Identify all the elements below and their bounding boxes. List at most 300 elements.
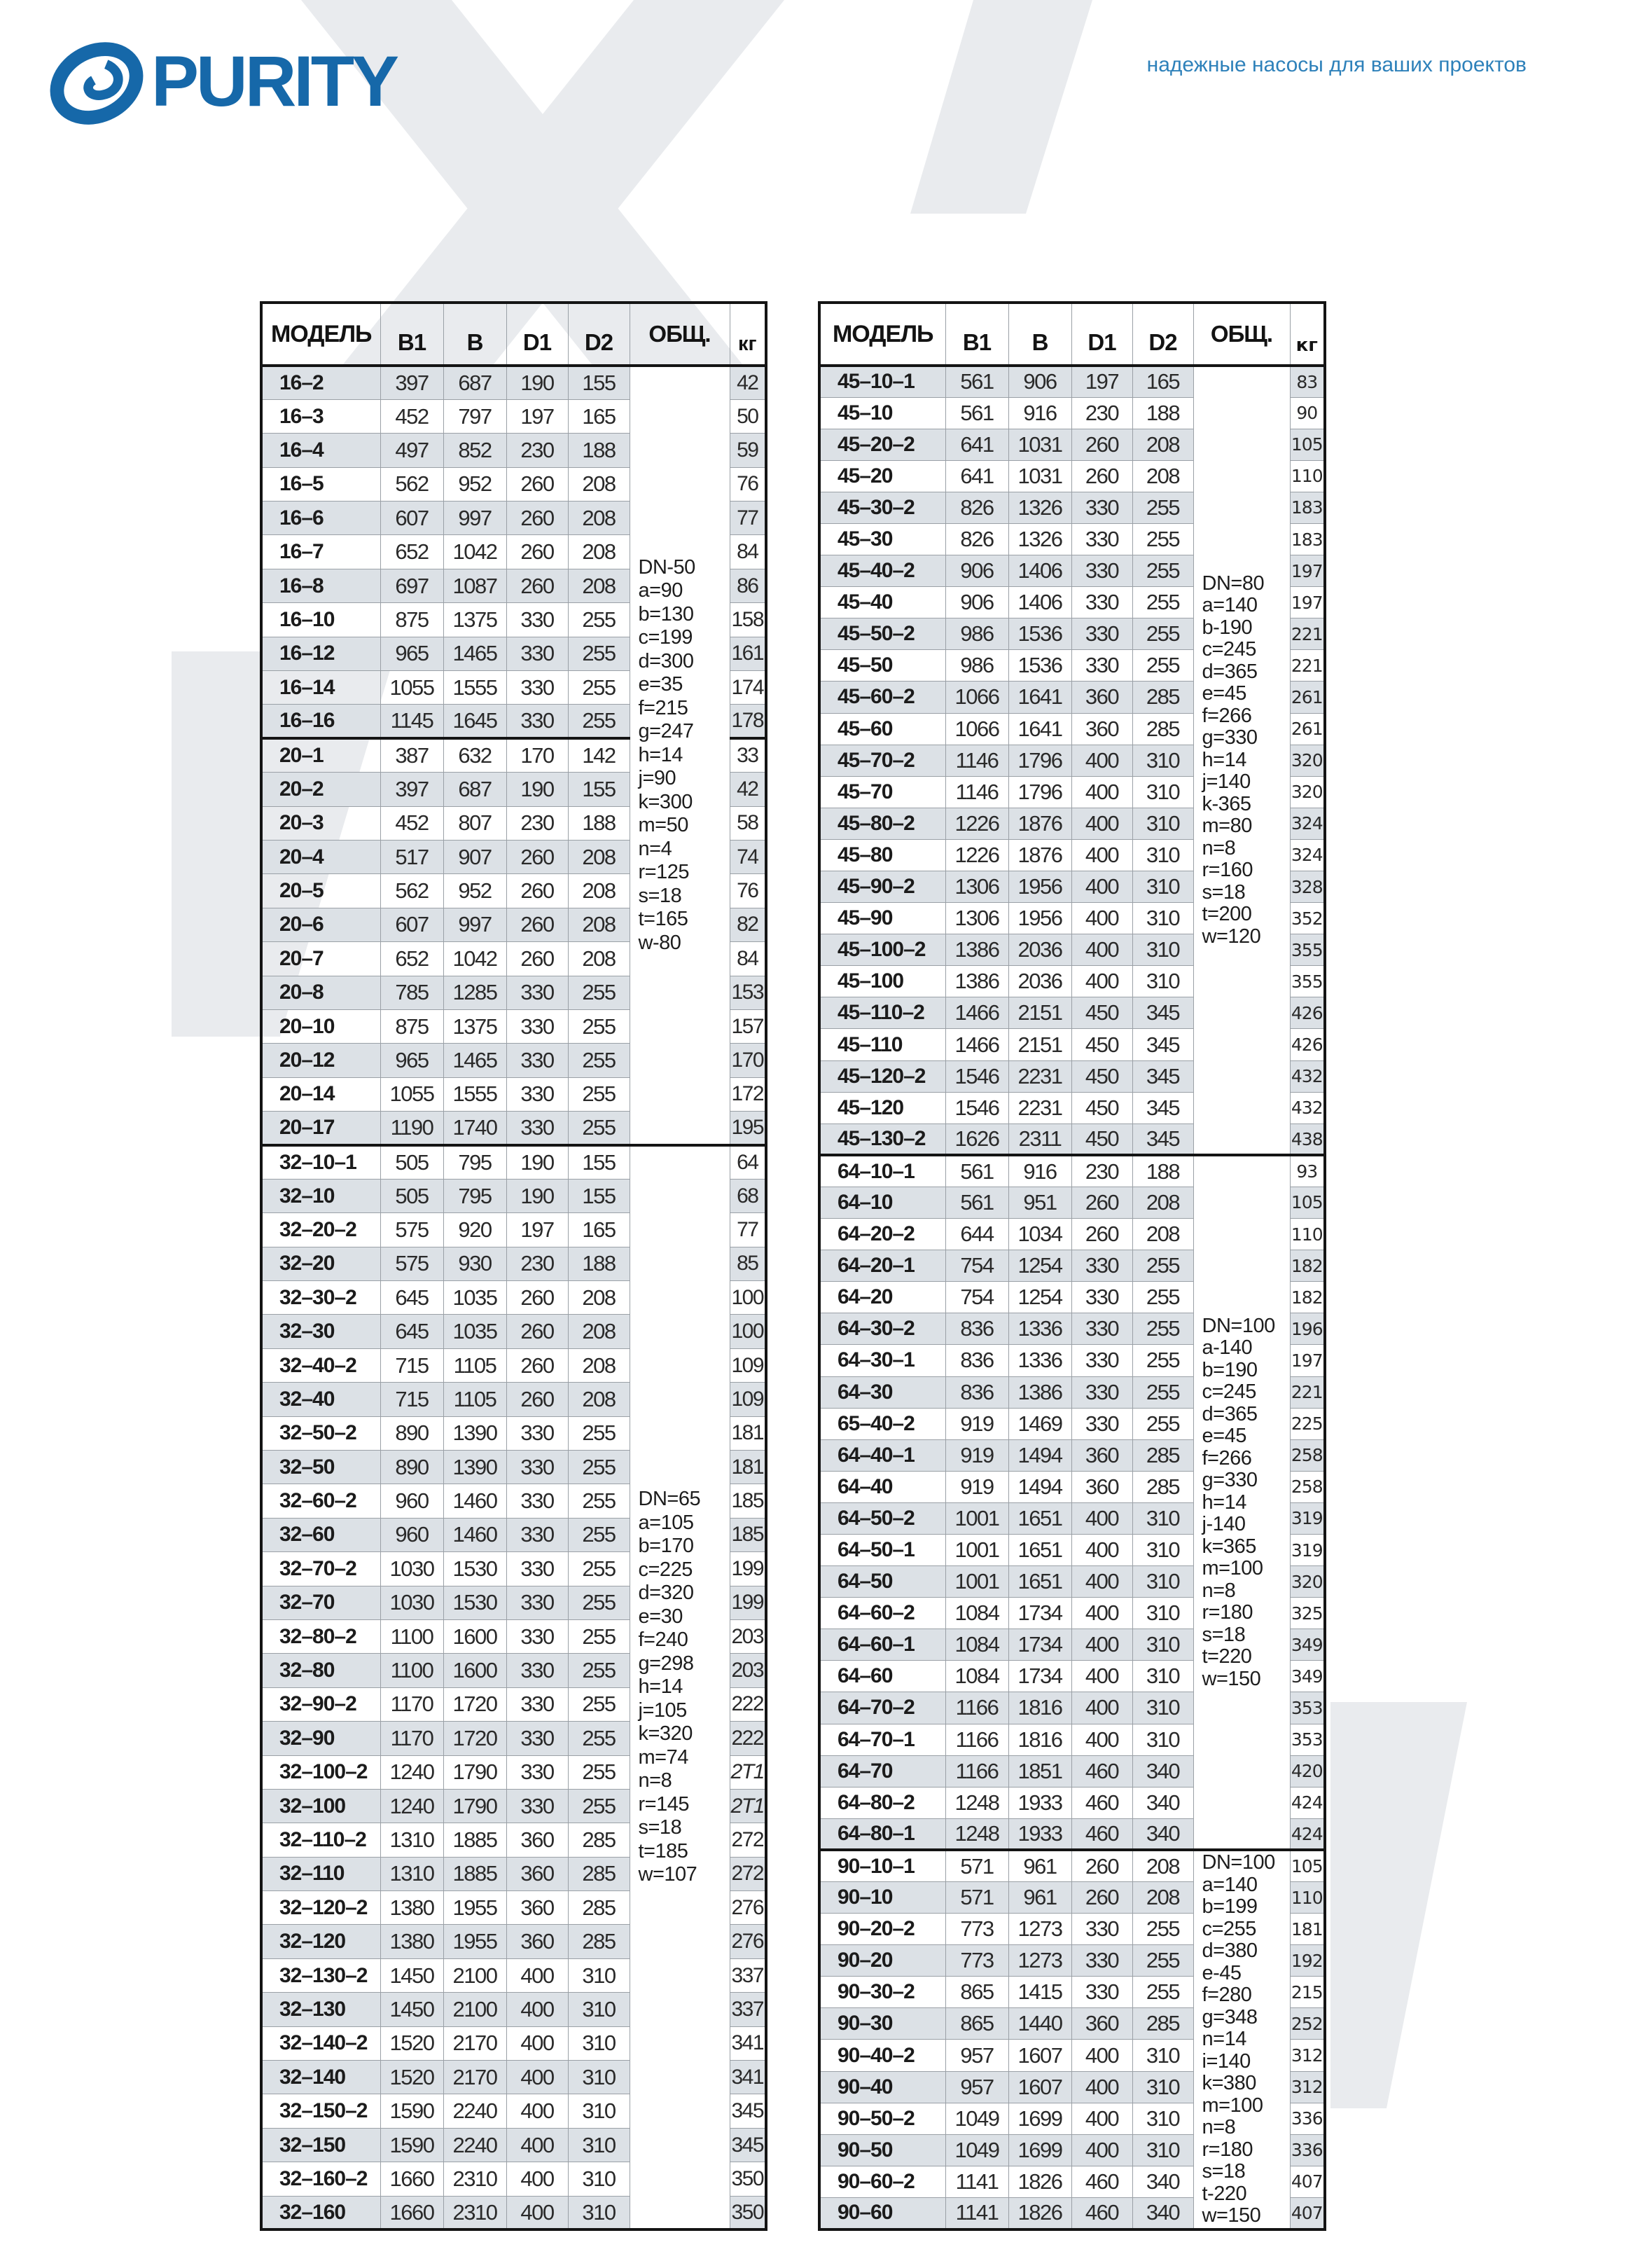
b1-cell: 1055	[380, 1077, 443, 1111]
model-cell: 20–2	[261, 773, 380, 806]
note-line: g=330	[1202, 726, 1258, 749]
d2-cell: 255	[568, 1789, 630, 1823]
b1-cell: 1066	[945, 713, 1008, 745]
model-cell: 45–40–2	[819, 555, 945, 587]
weight-cell: 225	[1290, 1408, 1325, 1439]
model-cell: 32–140–2	[261, 2026, 380, 2060]
d1-cell: 330	[1071, 650, 1132, 682]
d2-cell: 208	[1132, 1850, 1193, 1881]
weight-cell: 170	[730, 1044, 766, 1077]
weight-cell: 172	[730, 1077, 766, 1111]
d2-cell: 142	[568, 738, 630, 772]
dimensions-note	[1193, 1155, 1290, 1850]
d2-cell: 310	[1132, 2103, 1193, 2134]
d2-cell: 255	[1132, 1282, 1193, 1313]
weight-cell: 50	[730, 399, 766, 433]
model-cell: 32–70–2	[261, 1552, 380, 1586]
b-cell: 1105	[443, 1383, 506, 1416]
model-cell: 32–160	[261, 2196, 380, 2229]
d2-cell: 310	[1132, 2040, 1193, 2071]
d1-cell: 330	[1071, 587, 1132, 618]
note-line: r=180	[1202, 2138, 1253, 2161]
b1-cell: 387	[380, 738, 443, 772]
b1-cell: 1166	[945, 1724, 1008, 1755]
note-line: e=45	[1202, 1425, 1246, 1448]
weight-cell: 221	[1290, 618, 1325, 650]
d1-cell: 230	[1071, 1155, 1132, 1187]
weight-cell: 64	[730, 1145, 766, 1179]
d2-cell: 255	[568, 1518, 630, 1551]
weight-cell: 324	[1290, 839, 1325, 871]
weight-cell: 320	[1290, 1566, 1325, 1598]
model-cell: 90–40	[819, 2071, 945, 2103]
b1-cell: 641	[945, 429, 1008, 460]
d2-cell: 310	[1132, 2134, 1193, 2166]
weight-cell: 197	[1290, 587, 1325, 618]
weight-cell: 341	[730, 2061, 766, 2094]
model-cell: 45–100	[819, 966, 945, 997]
weight-cell: 258	[1290, 1471, 1325, 1502]
weight-cell: 432	[1290, 1060, 1325, 1092]
model-cell: 64–20–2	[819, 1219, 945, 1250]
model-cell: 45–30–2	[819, 492, 945, 523]
model-cell: 32–10–1	[261, 1145, 380, 1179]
b-cell: 1607	[1008, 2040, 1071, 2071]
column-header-model: МОДЕЛЬ	[261, 303, 380, 366]
d1-cell: 190	[506, 1179, 568, 1212]
b1-cell: 645	[380, 1281, 443, 1315]
d1-cell: 330	[1071, 1408, 1132, 1439]
model-cell: 64–60–2	[819, 1598, 945, 1629]
b1-cell: 644	[945, 1219, 1008, 1250]
weight-cell: 185	[730, 1484, 766, 1518]
d2-cell: 285	[1132, 2008, 1193, 2040]
model-cell: 45–120–2	[819, 1060, 945, 1092]
b1-cell: 497	[380, 434, 443, 467]
b-cell: 2100	[443, 1958, 506, 1992]
b-cell: 2310	[443, 2162, 506, 2196]
d1-cell: 400	[1071, 1629, 1132, 1661]
d2-cell: 208	[568, 1348, 630, 1382]
d1-cell: 400	[1071, 1598, 1132, 1629]
model-cell: 16–16	[261, 705, 380, 738]
b-cell: 1876	[1008, 839, 1071, 871]
d2-cell: 255	[568, 637, 630, 670]
weight-cell: 74	[730, 840, 766, 873]
weight-cell: 105	[1290, 1850, 1325, 1881]
d2-cell: 208	[568, 942, 630, 976]
b1-cell: 960	[380, 1518, 443, 1551]
d1-cell: 230	[506, 806, 568, 840]
b1-cell: 865	[945, 2008, 1008, 2040]
b-cell: 1555	[443, 671, 506, 705]
model-cell: 90–10	[819, 1882, 945, 1914]
weight-cell: 83	[1290, 366, 1325, 397]
b-cell: 1034	[1008, 1219, 1071, 1250]
note-line: s=18	[1202, 1623, 1246, 1646]
b-cell: 807	[443, 806, 506, 840]
b-cell: 2310	[443, 2196, 506, 2229]
d1-cell: 197	[1071, 366, 1132, 397]
b1-cell: 607	[380, 908, 443, 941]
weight-cell: 110	[1290, 1882, 1325, 1914]
b-cell: 1326	[1008, 523, 1071, 555]
b-cell: 1530	[443, 1552, 506, 1586]
b1-cell: 965	[380, 637, 443, 670]
model-cell: 64–80–1	[819, 1818, 945, 1850]
weight-cell: 105	[1290, 429, 1325, 460]
d2-cell: 165	[568, 399, 630, 433]
weight-cell: 42	[730, 773, 766, 806]
d2-cell: 310	[568, 1993, 630, 2026]
d2-cell: 155	[568, 366, 630, 399]
d2-cell: 165	[568, 1213, 630, 1247]
d2-cell: 208	[568, 1315, 630, 1348]
d2-cell: 310	[568, 2162, 630, 2196]
weight-cell: 100	[730, 1315, 766, 1348]
model-cell: 45–70	[819, 776, 945, 808]
d2-cell: 255	[568, 1044, 630, 1077]
weight-cell: 424	[1290, 1787, 1325, 1818]
d2-cell: 255	[568, 1654, 630, 1687]
b-cell: 2170	[443, 2061, 506, 2094]
note-line: s=18	[1202, 2160, 1246, 2183]
d2-cell: 310	[568, 2128, 630, 2162]
model-cell: 32–90	[261, 1722, 380, 1755]
b-cell: 1326	[1008, 492, 1071, 523]
weight-cell: 76	[730, 467, 766, 501]
d2-cell: 340	[1132, 1787, 1193, 1818]
model-cell: 32–100	[261, 1789, 380, 1823]
model-cell: 45–70–2	[819, 745, 945, 776]
table-row	[819, 1155, 1325, 1187]
d1-cell: 330	[506, 1687, 568, 1721]
note-line: g=330	[1202, 1469, 1258, 1492]
note-line: w=107	[638, 1863, 697, 1886]
b-cell: 1469	[1008, 1408, 1071, 1439]
b-cell: 997	[443, 908, 506, 941]
b-cell: 1790	[443, 1789, 506, 1823]
note-line: m=100	[1202, 1557, 1263, 1580]
model-cell: 32–150–2	[261, 2094, 380, 2128]
b-cell: 1406	[1008, 555, 1071, 587]
b1-cell: 697	[380, 569, 443, 602]
model-cell: 90–30–2	[819, 1977, 945, 2008]
dimensions-note	[630, 1145, 730, 2230]
d2-cell: 285	[1132, 1439, 1193, 1471]
d2-cell: 285	[1132, 682, 1193, 713]
b-cell: 1740	[443, 1112, 506, 1145]
model-cell: 64–20–1	[819, 1250, 945, 1282]
b-cell: 797	[443, 399, 506, 433]
b-cell: 1955	[443, 1891, 506, 1925]
model-cell: 16–2	[261, 366, 380, 399]
b-cell: 1885	[443, 1857, 506, 1890]
d1-cell: 260	[506, 840, 568, 873]
d2-cell: 310	[568, 2094, 630, 2128]
model-cell: 90–60	[819, 2197, 945, 2229]
d1-cell: 260	[506, 1281, 568, 1315]
column-header-d1: D1	[506, 303, 568, 366]
weight-cell: 276	[730, 1891, 766, 1925]
d2-cell: 310	[1132, 934, 1193, 966]
weight-cell: 182	[1290, 1282, 1325, 1313]
d1-cell: 400	[1071, 776, 1132, 808]
d1-cell: 400	[1071, 934, 1132, 966]
weight-cell: 426	[1290, 1029, 1325, 1060]
d1-cell: 360	[1071, 1439, 1132, 1471]
d2-cell: 310	[1132, 1534, 1193, 1565]
b1-cell: 754	[945, 1282, 1008, 1313]
b-cell: 1734	[1008, 1661, 1071, 1692]
model-cell: 16–10	[261, 603, 380, 637]
note-line: t-220	[1202, 2182, 1247, 2205]
d2-cell: 255	[568, 1722, 630, 1755]
b1-cell: 561	[945, 366, 1008, 397]
weight-cell: 337	[730, 1958, 766, 1992]
weight-cell: 2T1	[730, 1789, 766, 1823]
weight-cell: 261	[1290, 682, 1325, 713]
note-line: w=150	[1202, 2204, 1261, 2227]
b1-cell: 1380	[380, 1891, 443, 1925]
d1-cell: 360	[506, 1857, 568, 1890]
weight-cell: 252	[1290, 2008, 1325, 2040]
d2-cell: 255	[1132, 1313, 1193, 1345]
model-cell: 45–120	[819, 1092, 945, 1123]
b-cell: 1651	[1008, 1566, 1071, 1598]
d1-cell: 400	[506, 2162, 568, 2196]
note-line: t=220	[1202, 1645, 1252, 1668]
d2-cell: 155	[568, 1145, 630, 1179]
d1-cell: 400	[1071, 1661, 1132, 1692]
d2-cell: 208	[568, 502, 630, 535]
weight-cell: 158	[730, 603, 766, 637]
weight-cell: 312	[1290, 2040, 1325, 2071]
purity-logo-text: PURITY	[151, 41, 397, 121]
b-cell: 961	[1008, 1882, 1071, 1914]
weight-cell: 86	[730, 569, 766, 602]
weight-cell: 197	[1290, 1345, 1325, 1376]
model-cell: 32–110–2	[261, 1823, 380, 1857]
model-cell: 64–40–1	[819, 1439, 945, 1471]
b1-cell: 1546	[945, 1060, 1008, 1092]
model-cell: 45–40	[819, 587, 945, 618]
d2-cell: 310	[1132, 1566, 1193, 1598]
model-cell: 45–50–2	[819, 618, 945, 650]
d2-cell: 310	[1132, 2071, 1193, 2103]
b1-cell: 1386	[945, 934, 1008, 966]
weight-cell: 68	[730, 1179, 766, 1212]
note-line: t=200	[1202, 903, 1252, 926]
b-cell: 1254	[1008, 1250, 1071, 1282]
b-cell: 2036	[1008, 934, 1071, 966]
b1-cell: 1240	[380, 1789, 443, 1823]
b-cell: 1390	[443, 1451, 506, 1484]
model-cell: 32–50–2	[261, 1416, 380, 1450]
d1-cell: 400	[1071, 1566, 1132, 1598]
b-cell: 1254	[1008, 1282, 1071, 1313]
weight-cell: 319	[1290, 1502, 1325, 1534]
table-row	[819, 1850, 1325, 1881]
note-line: h=14	[638, 743, 683, 766]
note-line: b=199	[1202, 1895, 1258, 1918]
d1-cell: 260	[506, 874, 568, 908]
d2-cell: 255	[1132, 555, 1193, 587]
model-cell: 16–4	[261, 434, 380, 467]
model-cell: 64–70–2	[819, 1692, 945, 1724]
weight-cell: 221	[1290, 1376, 1325, 1408]
d2-cell: 255	[1132, 1977, 1193, 2008]
b-cell: 961	[1008, 1850, 1071, 1881]
b-cell: 1600	[443, 1654, 506, 1687]
b-cell: 1645	[443, 705, 506, 738]
b-cell: 1415	[1008, 1977, 1071, 2008]
b1-cell: 1166	[945, 1755, 1008, 1787]
d2-cell: 340	[1132, 2166, 1193, 2197]
model-cell: 32–130–2	[261, 1958, 380, 1992]
d1-cell: 460	[1071, 1755, 1132, 1787]
b1-cell: 452	[380, 399, 443, 433]
b1-cell: 1170	[380, 1722, 443, 1755]
d1-cell: 360	[1071, 1471, 1132, 1502]
b-cell: 2151	[1008, 1029, 1071, 1060]
weight-cell: 199	[730, 1552, 766, 1586]
b-cell: 1933	[1008, 1787, 1071, 1818]
d2-cell: 255	[1132, 650, 1193, 682]
d2-cell: 340	[1132, 1755, 1193, 1787]
weight-cell: 185	[730, 1518, 766, 1551]
b1-cell: 1590	[380, 2094, 443, 2128]
weight-cell: 153	[730, 976, 766, 1009]
d1-cell: 360	[506, 1891, 568, 1925]
b-cell: 1465	[443, 1044, 506, 1077]
d2-cell: 285	[1132, 713, 1193, 745]
d1-cell: 330	[506, 1009, 568, 1043]
weight-cell: 182	[1290, 1250, 1325, 1282]
weight-cell: 110	[1290, 460, 1325, 492]
b-cell: 1375	[443, 1009, 506, 1043]
note-line: h=14	[1202, 748, 1246, 771]
note-line: b=170	[638, 1535, 694, 1558]
b1-cell: 754	[945, 1250, 1008, 1282]
note-line: k=300	[638, 790, 693, 813]
d1-cell: 190	[506, 773, 568, 806]
d1-cell: 260	[506, 467, 568, 501]
b1-cell: 986	[945, 618, 1008, 650]
note-line: e=30	[638, 1605, 683, 1628]
d1-cell: 330	[506, 1484, 568, 1518]
weight-cell: 272	[730, 1857, 766, 1890]
b-cell: 952	[443, 467, 506, 501]
weight-cell: 183	[1290, 523, 1325, 555]
model-cell: 45–20–2	[819, 429, 945, 460]
b-cell: 1734	[1008, 1629, 1071, 1661]
weight-cell: 59	[730, 434, 766, 467]
note-line: h=14	[1202, 1491, 1246, 1514]
b-cell: 1375	[443, 603, 506, 637]
d2-cell: 310	[1132, 1502, 1193, 1534]
b-cell: 907	[443, 840, 506, 873]
b1-cell: 957	[945, 2040, 1008, 2071]
model-cell: 45–30	[819, 523, 945, 555]
column-header-kg: кг	[730, 303, 766, 366]
note-line: g=247	[638, 720, 694, 743]
d2-cell: 310	[1132, 776, 1193, 808]
d1-cell: 400	[506, 2196, 568, 2229]
note-line: k-365	[1202, 792, 1251, 815]
b1-cell: 1310	[380, 1857, 443, 1890]
b-cell: 687	[443, 773, 506, 806]
b1-cell: 890	[380, 1451, 443, 1484]
b-cell: 1465	[443, 637, 506, 670]
d2-cell: 255	[568, 1416, 630, 1450]
weight-cell: 157	[730, 1009, 766, 1043]
d1-cell: 330	[506, 1416, 568, 1450]
d2-cell: 310	[1132, 808, 1193, 839]
d2-cell: 255	[568, 1009, 630, 1043]
b-cell: 1955	[443, 1925, 506, 1958]
d1-cell: 330	[506, 976, 568, 1009]
d1-cell: 260	[1071, 1882, 1132, 1914]
weight-cell: 192	[1290, 1945, 1325, 1977]
b1-cell: 1660	[380, 2196, 443, 2229]
b1-cell: 397	[380, 773, 443, 806]
note-line: n=8	[1202, 836, 1236, 859]
d1-cell: 400	[1071, 808, 1132, 839]
model-cell: 32–60–2	[261, 1484, 380, 1518]
note-line: j=105	[638, 1699, 687, 1722]
b-cell: 1406	[1008, 587, 1071, 618]
d2-cell: 188	[1132, 1155, 1193, 1187]
note-line: f=240	[638, 1629, 688, 1652]
weight-cell: 222	[730, 1722, 766, 1755]
d1-cell: 400	[506, 2026, 568, 2060]
d1-cell: 360	[506, 1823, 568, 1857]
model-cell: 32–80	[261, 1654, 380, 1687]
d1-cell: 450	[1071, 1060, 1132, 1092]
weight-cell: 350	[730, 2162, 766, 2196]
d1-cell: 360	[506, 1925, 568, 1958]
d2-cell: 255	[568, 1552, 630, 1586]
weight-cell: 420	[1290, 1755, 1325, 1787]
b-cell: 1031	[1008, 429, 1071, 460]
model-cell: 20–3	[261, 806, 380, 840]
b1-cell: 836	[945, 1345, 1008, 1376]
note-line: n=14	[1202, 2028, 1246, 2051]
b1-cell: 505	[380, 1145, 443, 1179]
weight-cell: 353	[1290, 1692, 1325, 1724]
note-line: e-45	[1202, 1961, 1242, 1984]
model-cell: 20–8	[261, 976, 380, 1009]
model-cell: 20–6	[261, 908, 380, 941]
d1-cell: 260	[506, 1348, 568, 1382]
d2-cell: 255	[1132, 523, 1193, 555]
weight-cell: 424	[1290, 1818, 1325, 1850]
note-line: DN=80	[1202, 572, 1265, 595]
model-cell: 45–110	[819, 1029, 945, 1060]
b-cell: 906	[1008, 366, 1071, 397]
b1-cell: 645	[380, 1315, 443, 1348]
model-cell: 64–50	[819, 1566, 945, 1598]
model-cell: 32–120	[261, 1925, 380, 1958]
dimensions-note	[1193, 1850, 1290, 2229]
model-cell: 45–130–2	[819, 1123, 945, 1155]
model-cell: 20–10	[261, 1009, 380, 1043]
d1-cell: 400	[1071, 839, 1132, 871]
d2-cell: 208	[1132, 1187, 1193, 1218]
b1-cell: 1248	[945, 1818, 1008, 1850]
weight-cell: 320	[1290, 745, 1325, 776]
